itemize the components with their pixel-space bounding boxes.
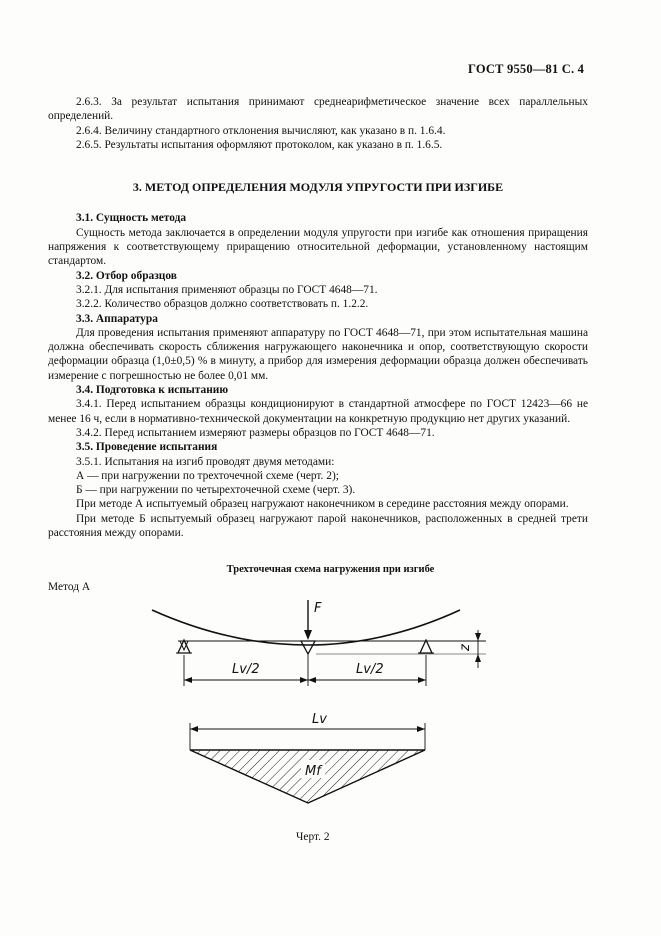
method-b-description: При методе Б испытуемый образец нагружают парой наконечников, расположенных в средней трети расстояния между опорами. — [48, 512, 588, 540]
figure-title: Трехточечная схема нагружения при изгибе — [226, 564, 435, 575]
span-label: Lv — [312, 712, 327, 727]
left-support-icon — [176, 640, 192, 653]
figure-caption: Черт. 2 — [296, 831, 330, 843]
subsection-3-4-title: 3.4. Подготовка к испытанию — [76, 384, 229, 397]
half-span-right-label: Lv/2 — [356, 662, 384, 677]
force-arrow-icon — [304, 600, 312, 640]
force-label: F — [314, 601, 322, 616]
paragraph-3-3: Для проведения испытания применяют аппаратуру по ГОСТ 4648—71, при этом испытательная машина должна обеспечивать скорость сближения нагружающего наконечника и опор, соответствующую скорости деформации образца (1,0±0,5) % в минуту, а прибор для измерения деформации образца должен обеспечивать измерение с погрешностью не более 0,01 мм. — [48, 326, 588, 382]
paragraph-2-6-3: 2.6.3. За результат испытания принимают среднеарифметическое значение всех параллельных определений. — [48, 96, 588, 123]
method-a-line: А — при нагружении по трехточечной схеме (черт. 2); — [76, 469, 339, 482]
page-header: ГОСТ 9550—81 С. 4 — [468, 62, 585, 76]
method-a-description: При методе А испытуемый образец нагружают наконечником в середине расстояния между опорами. — [76, 498, 569, 511]
subsection-3-3-title: 3.3. Аппаратура — [76, 312, 158, 325]
paragraph-3-4-2: 3.4.2. Перед испытанием измеряют размеры образцов по ГОСТ 4648—71. — [76, 426, 435, 439]
paragraph-3-4-1: 3.4.1. Перед испытанием образцы кондиционируют в стандартной атмосфере по ГОСТ 12423—66 не менее 16 ч, если в нормативно-технической документации на конкретную продукцию нет других указаний. — [48, 398, 588, 425]
subsection-3-2-title: 3.2. Отбор образцов — [76, 269, 177, 282]
paragraph-2-6-4: 2.6.4. Величину стандартного отклонения вычисляют, как указано в п. 1.6.4. — [76, 124, 446, 137]
paragraph-3-5-1: 3.5.1. Испытания на изгиб проводят двумя методами: — [76, 455, 335, 468]
paragraph-3-2-2: 3.2.2. Количество образцов должно соответствовать п. 1.2.2. — [76, 298, 369, 311]
paragraph-3-2-1: 3.2.1. Для испытания применяют образцы по ГОСТ 4648—71. — [76, 283, 378, 296]
paragraph-3-1: Сущность метода заключается в определении модуля упругости при изгибе как отношения приращения напряжения к соответствующему приращению относительной деформации, установленному настоящим стандартом. — [48, 226, 588, 268]
method-b-line: Б — при нагружении по четырехточечной схеме (черт. 3). — [76, 484, 356, 497]
specimen-curve — [152, 610, 460, 645]
subsection-3-5-title: 3.5. Проведение испытания — [76, 441, 218, 454]
method-label: Метод А — [48, 581, 91, 593]
section-title: 3. МЕТОД ОПРЕДЕЛЕНИЯ МОДУЛЯ УПРУГОСТИ ПРИ ИЗГИБЕ — [132, 180, 504, 195]
paragraph-2-6-5: 2.6.5. Результаты испытания оформляют протоколом, как указано в п. 1.6.5. — [76, 138, 443, 151]
deflection-label: z — [458, 644, 473, 651]
loading-nose-icon — [301, 641, 315, 654]
half-span-left-label: Lv/2 — [232, 662, 260, 677]
moment-label: Mf — [305, 764, 321, 779]
subsection-3-1-title: 3.1. Сущность метода — [76, 212, 187, 225]
right-support-icon — [418, 640, 434, 653]
